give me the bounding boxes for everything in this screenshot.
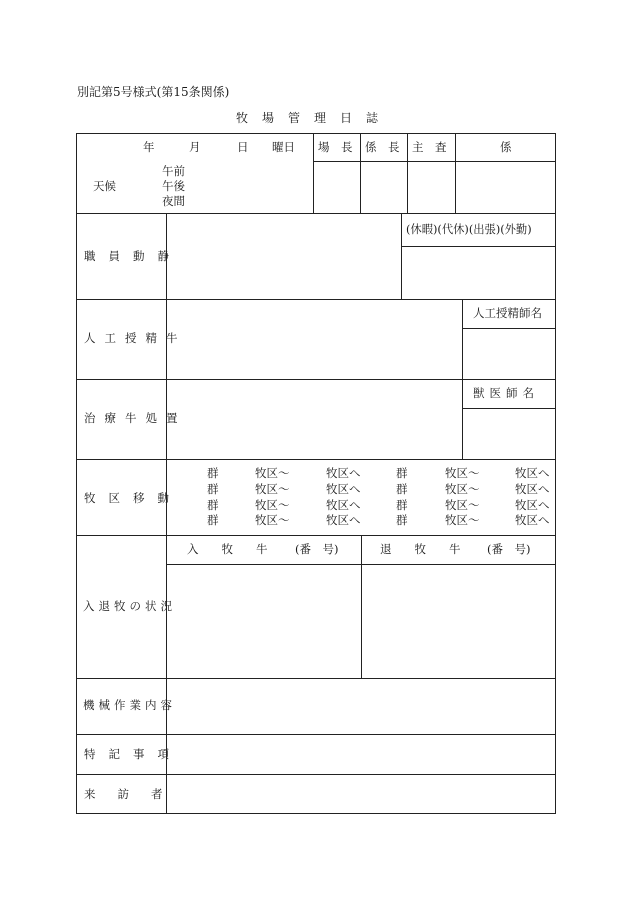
night-label: 夜間 (162, 194, 185, 208)
herd-label: 群 (207, 482, 219, 496)
from-label: 牧区〜 (445, 482, 480, 496)
vet-name-label: 獣医師名 (473, 386, 539, 400)
page-title: 牧 場 管 理 日 誌 (236, 111, 380, 125)
herd-label: 群 (396, 466, 408, 480)
from-label: 牧区〜 (445, 466, 480, 480)
from-label: 牧区〜 (445, 498, 480, 512)
notes-label: 特記事項 (84, 747, 182, 761)
herd-label: 群 (396, 498, 408, 512)
pasture-move-label: 牧区移動 (84, 491, 182, 505)
exit-cattle-header: 退 牧 牛 (380, 542, 461, 556)
from-label: 牧区〜 (445, 513, 480, 527)
weather-label: 天候 (93, 179, 116, 193)
month-label: 月 (189, 140, 201, 154)
to-label: 牧区へ (515, 482, 550, 496)
staff-label: 係 (500, 140, 512, 154)
herd-label: 群 (396, 482, 408, 496)
pm-label: 午後 (162, 179, 185, 193)
staff-status-label: 職員動静 (84, 249, 182, 263)
to-label: 牧区へ (515, 513, 550, 527)
leave-types-label: (休暇)(代休)(出張)(外勤) (406, 223, 532, 236)
to-label: 牧区へ (326, 482, 361, 496)
entry-cattle-header: 入 牧 牛 (187, 542, 268, 556)
day-label: 日 (237, 140, 249, 154)
treatment-label: 治療牛処置 (84, 411, 187, 425)
herd-label: 群 (396, 513, 408, 527)
herd-label: 群 (207, 466, 219, 480)
weekday-label: 曜日 (272, 140, 295, 154)
inspector-label: 主 査 (412, 140, 447, 154)
year-label: 年 (143, 140, 155, 154)
visitors-label: 来訪者 (84, 787, 185, 801)
entry-number-header: (番 号) (295, 542, 339, 556)
to-label: 牧区へ (515, 498, 550, 512)
herd-label: 群 (207, 498, 219, 512)
from-label: 牧区〜 (255, 498, 290, 512)
insemination-label: 人工授精牛 (84, 331, 187, 345)
section-chief-label: 係 長 (365, 140, 400, 154)
to-label: 牧区へ (326, 513, 361, 527)
inseminator-name-label: 人工授精師名 (473, 306, 542, 320)
machinery-label: 機械作業内容 (83, 698, 176, 712)
from-label: 牧区〜 (255, 466, 290, 480)
exit-number-header: (番 号) (487, 542, 531, 556)
entry-exit-label: 入退牧の状況 (83, 599, 176, 613)
herd-label: 群 (207, 513, 219, 527)
manager-label: 場 長 (318, 140, 353, 154)
from-label: 牧区〜 (255, 513, 290, 527)
to-label: 牧区へ (515, 466, 550, 480)
am-label: 午前 (162, 164, 185, 178)
form-number: 別記第5号様式(第15条関係) (77, 85, 230, 99)
to-label: 牧区へ (326, 498, 361, 512)
from-label: 牧区〜 (255, 482, 290, 496)
to-label: 牧区へ (326, 466, 361, 480)
